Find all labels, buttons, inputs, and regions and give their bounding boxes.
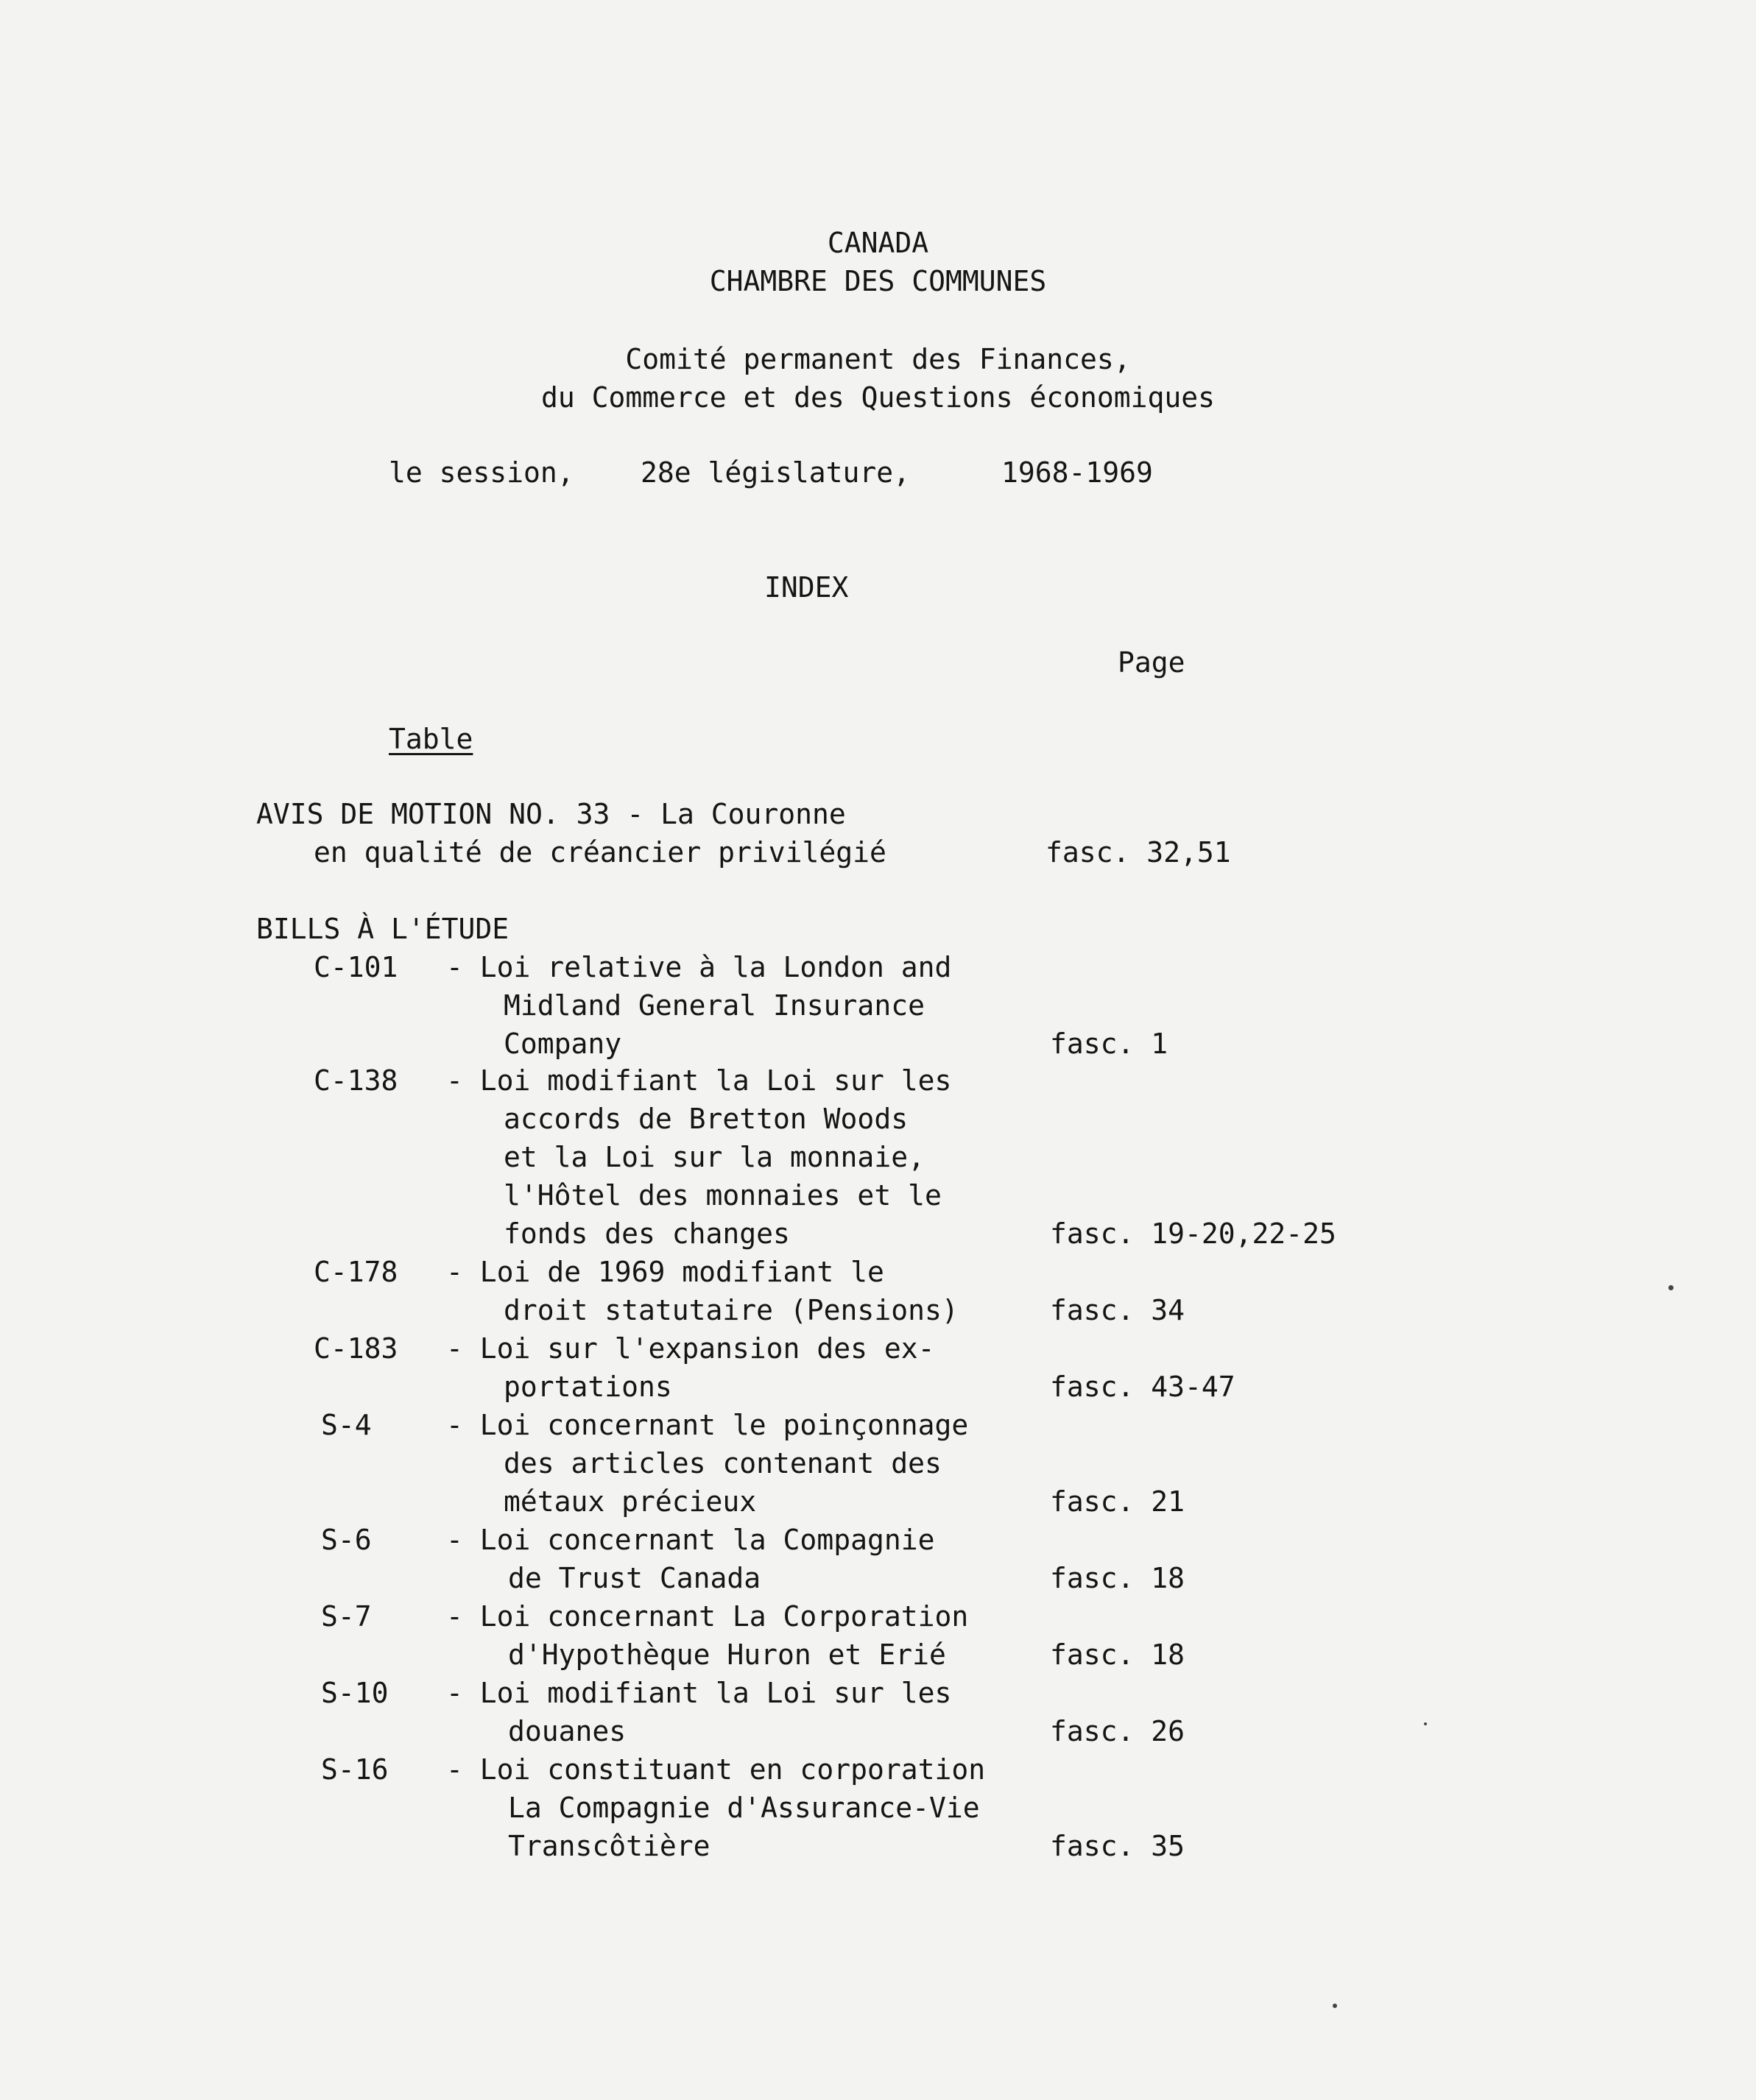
avis-line-2: en qualité de créancier privilégié <box>314 836 886 869</box>
bill-title-line: droit statutaire (Pensions) <box>504 1294 959 1326</box>
bill-code: C-138 <box>314 1064 398 1097</box>
bill-ref: fasc. 18 <box>1050 1638 1185 1671</box>
index-title: INDEX <box>764 571 849 604</box>
committee-line-1: Comité permanent des Finances, <box>625 343 1131 375</box>
page-column-label: Page <box>1118 646 1185 679</box>
scan-speck <box>1424 1722 1427 1725</box>
bill-code: C-101 <box>314 951 398 983</box>
bill-title-line: - Loi relative à la London and <box>446 951 952 983</box>
bill-title-line: métaux précieux <box>504 1485 757 1518</box>
bill-title-line: Midland General Insurance <box>504 989 925 1022</box>
bill-title-line: - Loi sur l'expansion des ex- <box>446 1332 935 1365</box>
bill-title-line: - Loi concernant le poinçonnage <box>446 1409 969 1441</box>
scan-speck <box>1668 1285 1674 1290</box>
bill-code: C-183 <box>314 1332 398 1365</box>
bill-title-line: - Loi modifiant la Loi sur les <box>446 1677 952 1709</box>
bill-title-line: - Loi concernant La Corporation <box>446 1600 969 1633</box>
bill-code: S-7 <box>321 1600 372 1633</box>
bill-ref: fasc. 1 <box>1050 1028 1168 1060</box>
bill-code: C-178 <box>314 1256 398 1288</box>
bill-title-line: - Loi de 1969 modifiant le <box>446 1256 884 1288</box>
bill-code: S-10 <box>321 1677 389 1709</box>
bill-code: S-6 <box>321 1524 372 1556</box>
bill-title-line: - Loi concernant la Compagnie <box>446 1524 935 1556</box>
bill-title-line: et la Loi sur la monnaie, <box>504 1141 925 1173</box>
bill-title-line: fonds des changes <box>504 1217 790 1250</box>
bill-title-line: d'Hypothèque Huron et Erié <box>508 1638 946 1671</box>
bill-ref: fasc. 43-47 <box>1050 1371 1235 1403</box>
bill-ref: fasc. 34 <box>1050 1294 1185 1326</box>
country-heading: CANADA <box>827 227 929 259</box>
bill-title-line: douanes <box>508 1715 627 1747</box>
bill-title-line: l'Hôtel des monnaies et le <box>504 1179 942 1212</box>
bill-title-line: portations <box>504 1371 672 1403</box>
bills-heading: BILLS À L'ÉTUDE <box>256 913 509 945</box>
bill-code: S-4 <box>321 1409 372 1441</box>
bill-title-line: Company <box>504 1028 622 1060</box>
bill-ref: fasc. 18 <box>1050 1562 1185 1594</box>
bill-title-line: de Trust Canada <box>508 1562 761 1594</box>
bill-title-line: La Compagnie d'Assurance-Vie <box>508 1792 980 1824</box>
bill-ref: fasc. 21 <box>1050 1485 1185 1518</box>
committee-line-2: du Commerce et des Questions économiques <box>540 381 1216 414</box>
avis-ref: fasc. 32,51 <box>1046 836 1231 869</box>
bill-code: S-16 <box>321 1753 389 1786</box>
avis-line-1: AVIS DE MOTION NO. 33 - La Couronne <box>256 798 846 830</box>
bill-title-line: - Loi modifiant la Loi sur les <box>446 1064 952 1097</box>
bill-ref: fasc. 19-20,22-25 <box>1050 1217 1336 1250</box>
bill-ref: fasc. 35 <box>1050 1830 1185 1862</box>
legislature-label: 28e législature, <box>641 456 911 489</box>
bill-title-line: Transcôtière <box>508 1830 710 1862</box>
bill-title-line: des articles contenant des <box>504 1447 942 1479</box>
session-years: 1968-1969 <box>1001 456 1153 489</box>
bill-title-line: - Loi constituant en corporation <box>446 1753 986 1786</box>
bill-title-line: accords de Bretton Woods <box>504 1103 909 1135</box>
session-label: le session, <box>389 456 574 489</box>
house-heading: CHAMBRE DES COMMUNES <box>709 265 1047 297</box>
table-column-label: Table <box>389 723 473 755</box>
bill-ref: fasc. 26 <box>1050 1715 1185 1747</box>
scan-speck <box>1333 2004 1337 2008</box>
